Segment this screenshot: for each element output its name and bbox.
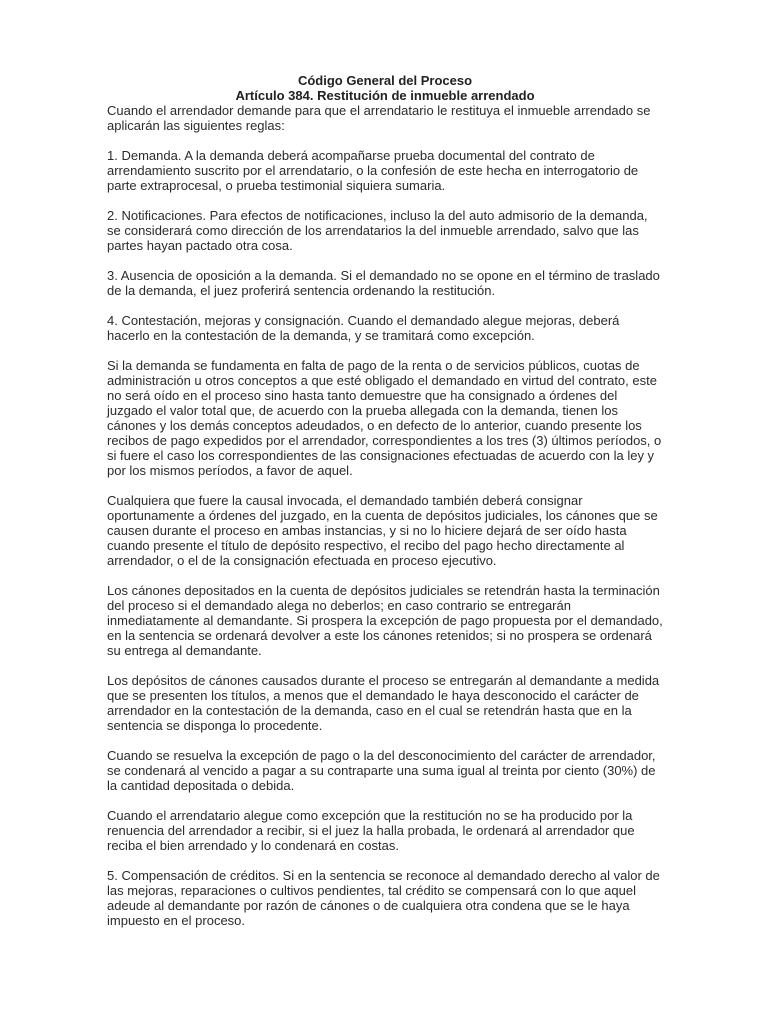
paragraph-rule-4: 4. Contestación, mejoras y consignación. Cuando el demandado alegue mejoras, deberá hacerlo en la contestación de la demanda, y se tramitará como excepción. [107,313,620,343]
paragraph-rule-4-refusal: Cuando el arrendatario alegue como excepción que la restitución no se ha producido por la renuencia del arrendador a recibir, si el juez la halla probada, le ordenará al arrendador que reciba el bien arrendado y lo condenará en costas. [107,808,635,853]
paragraph-rule-4-delivery: Los depósitos de cánones causados durante el proceso se entregarán al demandante a medida que se presenten los títulos, a menos que el demandado le haya desconocido el carácter de arrendador en la contestación de la demanda, caso en el cual se retendrán hasta que en la sentencia se disponga lo procedente. [107,673,660,733]
paragraph-rule-3: 3. Ausencia de oposición a la demanda. Si el demandado no se opone en el término de traslado de la demanda, el juez proferirá sentencia ordenando la restitución. [107,268,660,298]
paragraph-intro: Cuando el arrendador demande para que el arrendatario le restituya el inmueble arrendado se aplicarán las siguientes reglas: [107,103,651,133]
paragraph-rule-2: 2. Notificaciones. Para efectos de notificaciones, incluso la del auto admisorio de la demanda, se considerará como dirección de los arrendatarios la del inmueble arrendado, salvo que las partes hayan pactado otra cosa. [107,208,648,253]
document-title: Código General del Proceso [297,73,473,88]
paragraph-rule-1: 1. Demanda. A la demanda deberá acompañarse prueba documental del contrato de arrendamiento suscrito por el arrendatario, o la confesión de este hecha en interrogatorio de parte extraprocesal, o prueba testimonial siquiera sumaria. [107,148,639,193]
paragraph-rule-4-retention: Los cánones depositados en la cuenta de depósitos judiciales se retendrán hasta la terminación del proceso si el demandado alega no deberlos; en caso contrario se entregarán inmediatamente al demandante. Si prospera la excepción de pago propuesta por el demandado, en la sentencia se ordenará devolver a este los cánones retenidos; si no prospera se ordenará su entrega al demandante. [107,583,663,658]
document-body [107,103,663,928]
document-subtitle: Artículo 384. Restitución de inmueble arrendado [235,88,535,103]
paragraph-rule-4-payment: Si la demanda se fundamenta en falta de pago de la renta o de servicios públicos, cuotas de administración u otros conceptos a que esté obligado el demandado en virtud del contrato, este no será oído en el proceso sino hasta tanto demuestre que ha consignado a órdenes del juzgado el valor total que, de acuerdo con la prueba allegada con la demanda, tienen los cánones y los demás conceptos adeudados, o en defecto de lo anterior, cuando presente los recibos de pago expedidos por el arrendador, correspondientes a los tres (3) últimos períodos, o si fuere el caso los correspondientes de las consignaciones efectuadas de acuerdo con la ley y por los mismos períodos, a favor de aquel. [107,358,662,478]
paragraph-rule-4-penalty: Cuando se resuelva la excepción de pago o la del desconocimiento del carácter de arrendador, se condenará al vencido a pagar a su contraparte una suma igual al treinta por ciento (30%) de la cantidad depositada o debida. [107,748,656,793]
paragraph-rule-4-deposit: Cualquiera que fuere la causal invocada, el demandado también deberá consignar oportunamente a órdenes del juzgado, en la cuenta de depósitos judiciales, los cánones que se causen durante el proceso en ambas instancias, y si no lo hiciere dejará de ser oído hasta cuando presente el título de depósito respectivo, el recibo del pago hecho directamente al arrendador, o el de la consignación efectuada en proceso ejecutivo. [107,493,658,568]
document-header [107,73,663,103]
document-page [107,73,663,943]
paragraph-rule-5: 5. Compensación de créditos. Si en la sentencia se reconoce al demandado derecho al valor de las mejoras, reparaciones o cultivos pendientes, tal crédito se compensará con lo que aquel adeude al demandante por razón de cánones o de cualquiera otra condena que se le haya impuesto en el proceso. [107,868,660,928]
